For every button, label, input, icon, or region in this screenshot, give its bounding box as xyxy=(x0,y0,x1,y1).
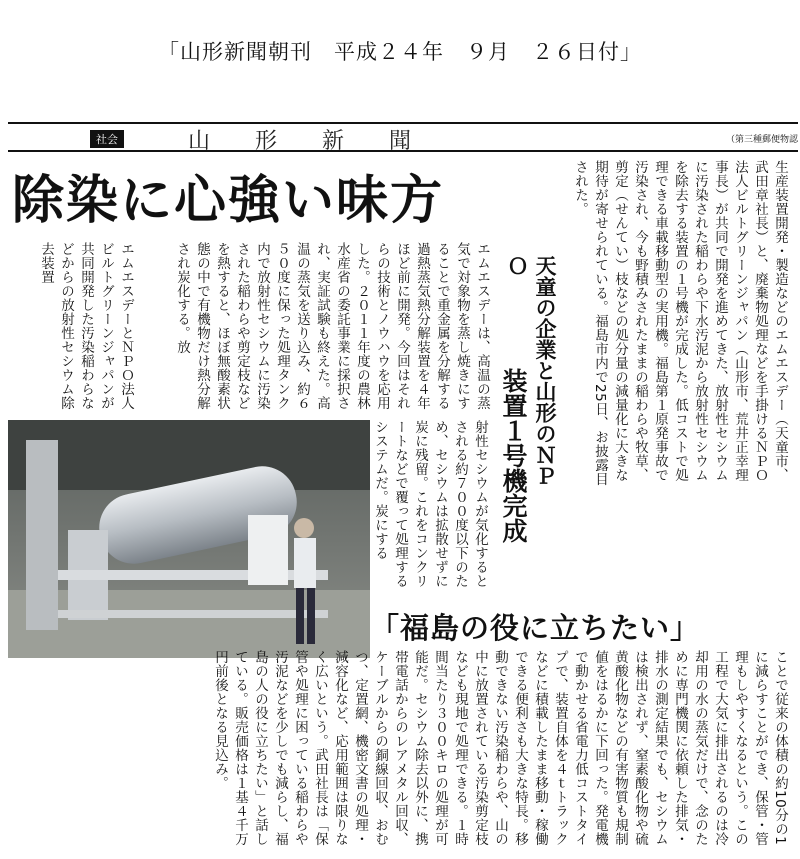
newspaper-name: 山形新聞 xyxy=(188,129,457,154)
equipment-photo xyxy=(8,420,370,658)
photo-caption: エムエスデーとＮＰＯ法人ビルトグリーンジャパンが共同開発した汚染稲わらなどからの放射性セシウム除去装置 xyxy=(38,242,134,410)
section-label: 社会 xyxy=(90,130,124,148)
headline: 除染に心強い味方 xyxy=(12,171,445,231)
article-lead: 生産装置開発・製造などのエムエスデー（天童市、武田章社長）と、廃棄物処理などを手掛けるＮＰＯ法人ビルトグリーンジャパン（山形市、荒井正幸理事長）が共同で開発を進めてきた、放射性セシウムに汚染された稲わらや下水汚泥から放射性セシウムを除去する装置の１号機が完成した。低コストで処理できる車載移動型の実用機。福島第１原発事故で汚染され、今も野積みされたままの稲わらや牧草、剪定（せんてい）枝などの処分量の減量化に大きな期待が寄せられている。福島市内で25日、お披露目された。 xyxy=(572,160,788,487)
article-body-mid: 射性セシウムが気化するとされる約７００度以下のため、セシウムは拡散せずに炭に残留。これをコンクリートなどで覆って処理するシステムだ。炭にする xyxy=(372,420,488,588)
source-date-line: 「山形新聞朝刊 平成２４年 ９月 ２６日付」 xyxy=(158,40,642,64)
pull-quote: 「福島の役に立ちたい」 xyxy=(370,611,701,645)
subhead-companies: 天童の企業と山形のＮＰＯ xyxy=(505,255,557,486)
masthead xyxy=(8,126,798,154)
article-body-bottom: ことで従来の体積の約10分の1に減らすことができ、保管・管理もしやすくなるという。この工程で大気に排出されるのは冷却用の水の蒸気だけで、念のために専門機関に依頼した排気・排水の測定結果でも、セシウムは検出されず、窒素酸化物や硫黄酸化物などの有害物質も規制値をはるかに下回った。発電機で動かせる省電力低コストタイプで、装置自体を４ｔトラックなどに積載したまま移動・稼働できる便利さも大きな特長。移動できない汚染稲わらや、山の中に放置されている汚染剪定枝なども現地で処理できる。１時間当たり３００キロの処理が可能だ。セシウム除去以外に、携帯電話からのレアメタル回収、ケーブルからの銅線回収、おむつ、定置網、機密文書の処理・減容化など、応用範囲は限りなく広いという。武田社長は「保管や処理に困っている稲わらや汚泥などを少しでも減らし、福島の人の役に立ちたい」と話している。販売価格は１基４千万円前後となる見込み。 xyxy=(212,650,788,846)
subhead-completion: 装置１号機完成 xyxy=(499,368,528,543)
masthead-rule-bottom xyxy=(8,150,798,152)
mail-class-notice: （第三種郵便物認 xyxy=(725,135,798,145)
article-body-top: エムエスデーは、高温の蒸気で対象物を蒸し焼きにすることで重金属を分解する過熱蒸気熱分解装置を４年ほど前に開発。今回はそれらの技術とノウハウを応用した。２０１１年度の農林水産省の委託事業に採択され、実証試験も終えた。高温の蒸気を送り込み、約６５０度に保った処理タンク内で放射性セシウムに汚染された稲わらや剪定枝などを熱すると、ほぼ無酸素状態の中で有機物だけ熱分解され炭化する。放 xyxy=(174,242,490,410)
